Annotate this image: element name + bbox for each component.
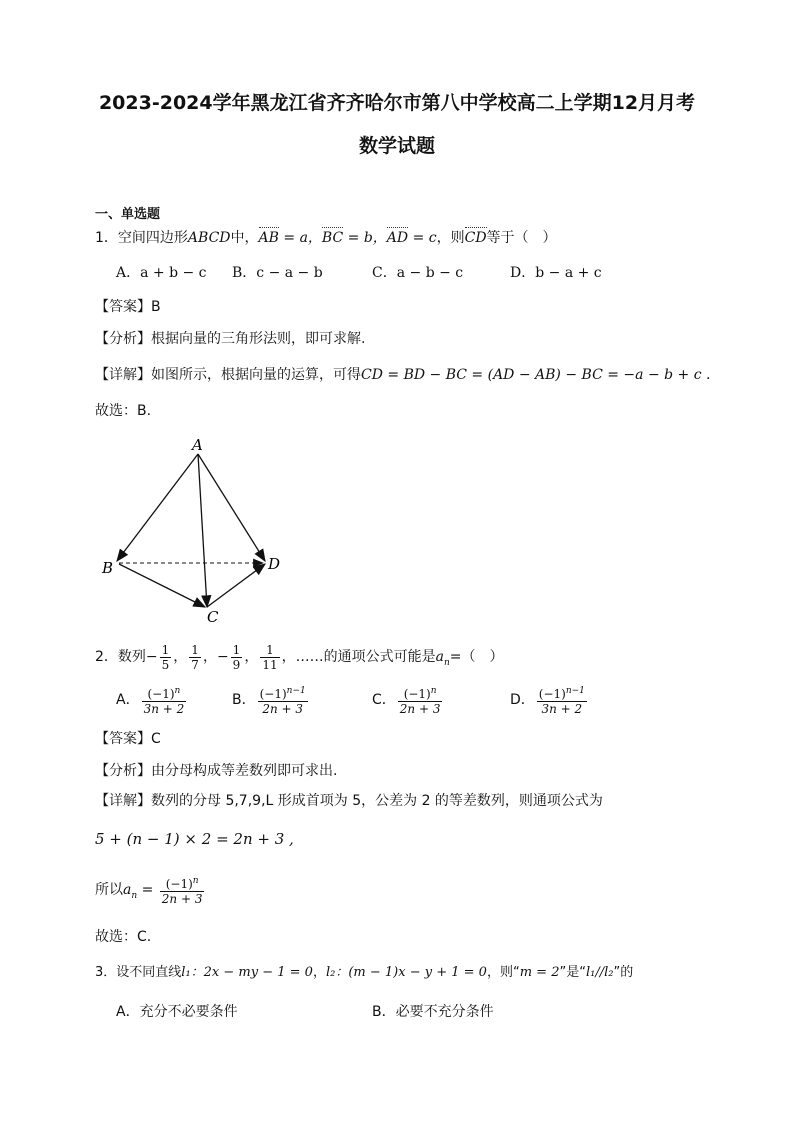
- q2-option-d: D． $\frac{(-1)^{n-1}}{3n + 2}$: [510, 686, 585, 716]
- question-1-stem: 1．空间四边形ABCD中，AB = a，BC = b，AD = c，则CD等于（ ）: [95, 230, 557, 246]
- vertex-label-c: C: [207, 608, 219, 625]
- q2-option-c: C． $\frac{(-1)^n}{2n + 3}$: [372, 686, 441, 716]
- section-heading: 一、单选题: [95, 207, 161, 222]
- q1-conclusion: 故选：B.: [95, 403, 152, 419]
- edge-BC: [119, 564, 205, 607]
- q2-conclusion: 故选：C.: [95, 929, 152, 945]
- vertex-label-a: A: [192, 436, 203, 454]
- edge-AD: [198, 454, 265, 561]
- q2-option-b: B． $\frac{(-1)^{n-1}}{2n + 3}$: [232, 686, 306, 716]
- q2-result: 所以$a_n$ = $\frac{(-1)^n}{2n + 3}$: [95, 876, 203, 906]
- q2-answer: 【答案】C: [95, 731, 161, 747]
- question-3-stem: 3．设不同直线l₁：2x − my − 1 = 0，l₂：(m − 1)x − y + 1 = 0，则“m = 2”是“l₁//l₂”的: [95, 965, 634, 980]
- q2-analysis: 【分析】由分母构成等差数列即可求出.: [95, 763, 338, 779]
- document-title-line2: 数学试题: [358, 135, 435, 157]
- q3-option-a: A．充分不必要条件: [116, 1004, 238, 1020]
- edge-CD: [207, 564, 265, 607]
- q3-option-b: B．必要不充分条件: [372, 1004, 494, 1020]
- vertex-label-d: D: [268, 555, 281, 573]
- q1-option-d: D．b − a + c: [510, 265, 602, 281]
- edge-AC: [198, 454, 207, 607]
- vertex-label-b: B: [102, 559, 114, 577]
- q1-option-c: C．a − b − c: [372, 265, 464, 281]
- document-title-line1: 2023-2024学年黑龙江省齐齐哈尔市第八中学校高二上学期12月月考: [98, 92, 696, 114]
- tetrahedron-figure: [95, 435, 295, 625]
- q2-option-a: A． $\frac{(-1)^n}{3n + 2}$: [116, 686, 185, 716]
- q1-option-b: B．c − a − b: [232, 265, 323, 281]
- q1-detail: 【详解】如图所示，根据向量的运算，可得CD = BD − BC = (AD − AB) − BC = −a − b + c .: [95, 367, 711, 383]
- q2-detail: 【详解】数列的分母 5,7,9,L 形成首项为 5，公差为 2 的等差数列，则通项公式为: [95, 793, 603, 809]
- q1-analysis: 【分析】根据向量的三角形法则，即可求解.: [95, 331, 366, 347]
- q1-answer: 【答案】B: [95, 299, 161, 315]
- question-2-stem: 2．数列− $\frac{1}{5}$ ， $\frac{1}{7}$ ，− $\frac{1}{9}$ ， $\frac{1}{11}$ ，……的通项公式可能是$a_n=$（ ）: [95, 642, 504, 672]
- q2-formula: 5 + (n − 1) × 2 = 2n + 3 ,: [95, 830, 294, 848]
- edge-AB: [117, 454, 198, 561]
- q1-option-a: A．a + b − c: [116, 265, 207, 281]
